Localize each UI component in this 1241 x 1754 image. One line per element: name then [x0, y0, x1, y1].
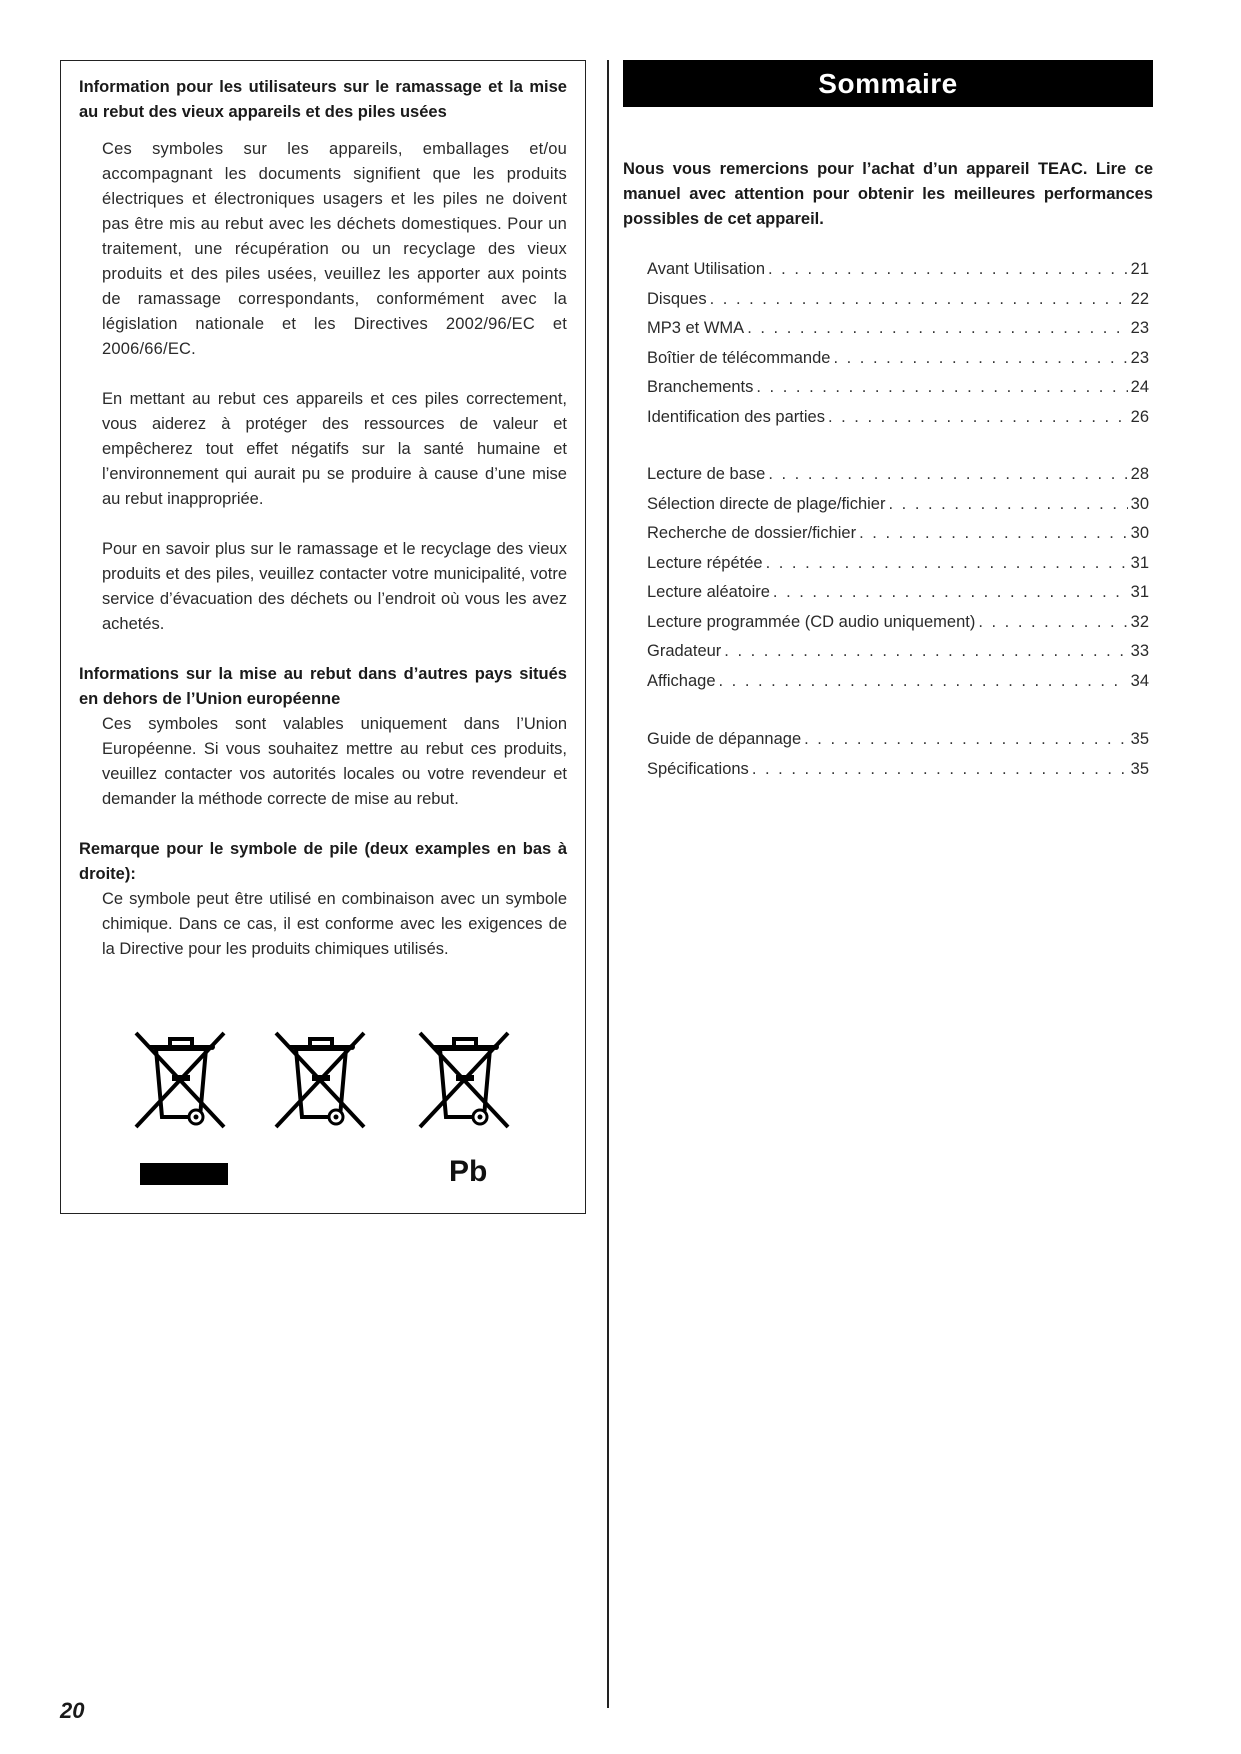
- toc-leader: [804, 730, 1128, 749]
- toc-entry[interactable]: [647, 349, 1149, 379]
- toc-leader: [768, 465, 1127, 484]
- toc-leader: [978, 613, 1127, 632]
- contents-title: Sommaire: [818, 67, 958, 99]
- toc-entry[interactable]: [647, 408, 1149, 438]
- toc-entry[interactable]: [647, 730, 1149, 760]
- toc-entry-page: 35: [1130, 730, 1149, 748]
- toc-entry-label: Disques: [647, 289, 707, 308]
- toc-group-2: [647, 465, 1149, 701]
- notice-content: [79, 75, 567, 962]
- notice-heading-eu: Information pour les utilisateurs sur le ramassage et la mise au rebut des vieux appareils et des piles usées: [79, 78, 567, 121]
- toc-entry[interactable]: [647, 524, 1149, 554]
- toc-entry-label: Lecture répétée: [647, 553, 763, 572]
- toc-entry-label: Spécifications: [647, 759, 749, 778]
- toc-entry-label: Lecture aléatoire: [647, 583, 770, 601]
- notice-paragraph: Ces symboles sont valables uniquement dans l’Union Européenne. Si vous souhaitez mettre au rebut ces produits, veuillez contacter vos autorités locales ou votre revendeur et demander la méthode correcte de mise au rebut.: [102, 715, 567, 808]
- toc-entry[interactable]: [647, 260, 1149, 290]
- toc-entry-label: Recherche de dossier/fichier: [647, 524, 857, 542]
- toc-entry[interactable]: [647, 760, 1149, 790]
- toc-leader: [773, 583, 1128, 602]
- toc-entry[interactable]: [647, 642, 1149, 672]
- toc-entry-label: MP3 et WMA: [647, 319, 745, 337]
- toc-entry[interactable]: [647, 672, 1149, 702]
- toc-entry-page: 24: [1130, 378, 1149, 396]
- toc-entry-page: 26: [1130, 407, 1149, 426]
- chemical-symbol-label: Pb: [449, 1155, 488, 1188]
- notice-paragraph: Ces symboles sur les appareils, emballages et/ou accompagnant les documents signifient que les produits électriques et électroniques usagers et les piles ne doivent pas être mis au rebut avec les déchets domestiques. Pour un traitement, une récupération ou un recyclage des vieux produits et des piles usées, veuillez les apporter aux points de ramassage correspondants, conformément avec la législation nationale et les Directives 2002/96/EC et 2006/66/EC.: [102, 140, 567, 358]
- toc-leader: [828, 408, 1128, 427]
- notice-paragraph: Pour en savoir plus sur le ramassage et le recyclage des vieux produits et des piles, veuillez contacter votre municipalité, votre service d’évacuation des déchets ou l’endroit où vous les avez achetés.: [102, 540, 567, 633]
- toc-leader: [719, 672, 1128, 691]
- toc-leader: [710, 290, 1128, 309]
- toc-entry[interactable]: [647, 613, 1149, 643]
- toc-entry[interactable]: [647, 290, 1149, 320]
- toc-entry-label: Affichage: [647, 671, 716, 690]
- toc-entry-page: 33: [1130, 642, 1149, 660]
- toc-leader: [724, 642, 1127, 661]
- toc-leader: [833, 349, 1127, 368]
- toc-entry-page: 21: [1130, 260, 1149, 278]
- toc-entry-label: Guide de dépannage: [647, 730, 802, 748]
- toc-leader: [859, 524, 1128, 543]
- column-divider: [607, 60, 609, 1708]
- contents-intro: Nous vous remercions pour l’achat d’un appareil TEAC. Lire ce manuel avec attention pour obtenir les meilleures performances possibles de cet appareil.: [623, 160, 1153, 228]
- toc-entry-label: Avant Utilisation: [647, 260, 766, 278]
- notice-paragraph: Ce symbole peut être utilisé en combinaison avec un symbole chimique. Dans ce cas, il est conforme avec les exigences de la Directive pour les produits chimiques utilisés.: [102, 890, 567, 958]
- toc-entry-page: 30: [1130, 524, 1149, 542]
- toc-entry[interactable]: [647, 495, 1149, 525]
- contents-title-bar: [623, 60, 1153, 107]
- toc-group-3: [647, 730, 1149, 789]
- toc-entry-label: Boîtier de télécommande: [647, 348, 831, 367]
- toc-leader: [768, 260, 1128, 279]
- crossed-bin-icon: [130, 1025, 230, 1135]
- toc-entry-page: 32: [1130, 612, 1149, 631]
- toc-entry[interactable]: [647, 554, 1149, 584]
- separate-collection-bar: [140, 1163, 228, 1185]
- toc-leader: [752, 760, 1128, 779]
- toc-entry-page: 28: [1130, 465, 1149, 483]
- toc-entry-label: Branchements: [647, 378, 754, 396]
- toc-entry[interactable]: [647, 319, 1149, 349]
- toc-entry-page: 35: [1130, 759, 1149, 778]
- toc-leader: [888, 495, 1127, 514]
- toc-entry-page: 22: [1130, 289, 1149, 308]
- toc-entry[interactable]: [647, 465, 1149, 495]
- toc-entry-page: 34: [1130, 671, 1149, 690]
- toc-entry-page: 31: [1130, 553, 1149, 572]
- crossed-bin-icon: [270, 1025, 370, 1135]
- toc-entry-label: Sélection directe de plage/fichier: [647, 494, 886, 513]
- toc-entry-label: Lecture de base: [647, 465, 766, 483]
- notice-heading-non-eu: Informations sur la mise au rebut dans d’autres pays situés en dehors de l’Union européenne: [79, 665, 567, 708]
- toc-leader: [756, 378, 1127, 397]
- toc-entry-page: 31: [1130, 583, 1149, 601]
- toc-leader: [766, 554, 1128, 573]
- notice-paragraph: En mettant au rebut ces appareils et ces piles correctement, vous aiderez à protéger des ressources de valeur et empêcherez tout effet négatifs sur la santé humaine et l’environnement qui aurait pu se produire à cause d’une mise au rebut inappropriée.: [102, 390, 567, 508]
- toc-entry-page: 30: [1130, 494, 1149, 513]
- toc-entry[interactable]: [647, 583, 1149, 613]
- notice-heading-battery: Remarque pour le symbole de pile (deux examples en bas à droite):: [79, 840, 567, 883]
- toc-entry-page: 23: [1130, 319, 1149, 337]
- page-number: 20: [60, 1698, 85, 1723]
- toc-entry-label: Lecture programmée (CD audio uniquement): [647, 612, 976, 631]
- toc-entry[interactable]: [647, 378, 1149, 408]
- crossed-bin-icon: [414, 1025, 514, 1135]
- toc-entry-label: Gradateur: [647, 642, 722, 660]
- toc-leader: [747, 319, 1127, 338]
- toc-entry-label: Identification des parties: [647, 407, 825, 426]
- toc-group-1: [647, 260, 1149, 437]
- toc-entry-page: 23: [1130, 348, 1149, 367]
